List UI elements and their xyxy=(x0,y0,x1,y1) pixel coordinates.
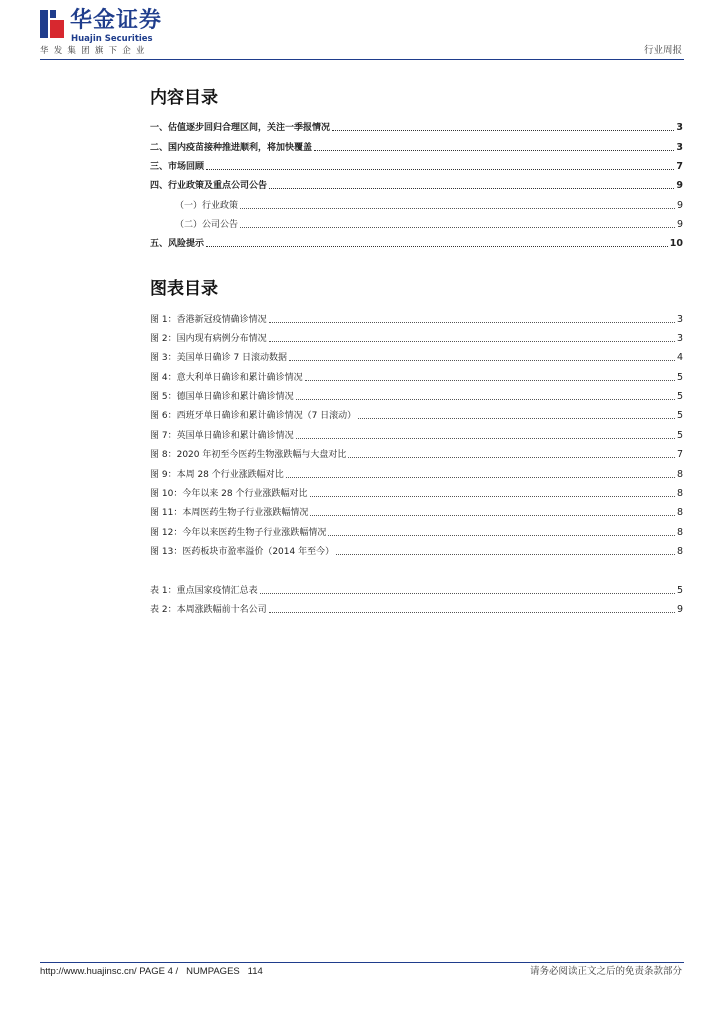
figure-entry[interactable] xyxy=(150,542,683,558)
leader-dots xyxy=(269,321,675,323)
figure-entry[interactable] xyxy=(150,484,683,500)
leader-dots xyxy=(206,168,674,170)
brand-name-en: Huajin Securities xyxy=(71,34,153,44)
leader-dots xyxy=(328,534,675,536)
figure-entry-label: 图 4：意大利单日确诊和累计确诊情况 xyxy=(150,373,303,383)
figure-entry-label: 图 10：今年以来 28 个行业涨跌幅对比 xyxy=(150,489,308,499)
figure-entry-label: 图 3：美国单日确诊 7 日滚动数据 xyxy=(150,353,288,363)
leader-dots xyxy=(348,456,675,458)
leader-dots xyxy=(240,207,675,209)
toc-entry[interactable] xyxy=(150,118,683,134)
figure-entry-page: 8 xyxy=(676,527,683,538)
figure-entry-page: 8 xyxy=(676,469,683,480)
figure-entry[interactable] xyxy=(150,348,683,364)
figure-entry[interactable] xyxy=(150,445,683,461)
figure-entry-label: 图 1：香港新冠疫情确诊情况 xyxy=(150,315,267,325)
toc-entry[interactable] xyxy=(150,234,683,250)
footer-divider xyxy=(40,962,684,963)
figure-entry-page: 4 xyxy=(676,352,683,363)
toc-entry-label: 四、行业政策及重点公司公告 xyxy=(150,181,268,191)
header-divider xyxy=(40,59,684,60)
figure-entry-page: 5 xyxy=(676,410,683,421)
toc-entry-page: 9 xyxy=(676,200,683,211)
figure-entry[interactable] xyxy=(150,503,683,519)
leader-dots xyxy=(336,553,675,555)
figure-entry-label: 图 11：本周医药生物子行业涨跌幅情况 xyxy=(150,508,309,518)
footer-url-page[interactable]: http://www.huajinsc.cn/ PAGE 4 / NUMPAGES 114 xyxy=(40,966,263,977)
toc-entry-label: （二）公司公告 xyxy=(175,220,239,230)
figure-entry[interactable] xyxy=(150,406,683,422)
table-entry-label: 表 2：本周涨跌幅前十名公司 xyxy=(150,605,267,615)
leader-dots xyxy=(206,245,668,247)
leader-dots xyxy=(289,359,675,361)
figures-title: 图表目录 xyxy=(150,279,218,299)
figure-entry-label: 图 12：今年以来医药生物子行业涨跌幅情况 xyxy=(150,528,327,538)
figure-entry[interactable] xyxy=(150,523,683,539)
figure-entry-label: 图 13：医药板块市盈率溢价（2014 年至今） xyxy=(150,547,335,557)
toc-entry-page: 3 xyxy=(676,122,683,133)
table-entry-page: 9 xyxy=(676,604,683,615)
leader-dots xyxy=(269,340,675,342)
leader-dots xyxy=(305,379,675,381)
huajin-logo-icon xyxy=(40,10,64,38)
toc-entry[interactable] xyxy=(150,176,683,192)
leader-dots xyxy=(310,514,675,516)
leader-dots xyxy=(332,129,674,131)
figure-entry-page: 8 xyxy=(676,507,683,518)
figure-entry-page: 7 xyxy=(676,449,683,460)
leader-dots xyxy=(240,226,675,228)
figure-entry[interactable] xyxy=(150,387,683,403)
toc-entry[interactable] xyxy=(150,157,683,173)
contents-title: 内容目录 xyxy=(150,88,218,108)
figure-entry-label: 图 7：英国单日确诊和累计确诊情况 xyxy=(150,431,294,441)
toc-subentry[interactable] xyxy=(175,196,683,212)
leader-dots xyxy=(296,398,675,400)
figure-entry-label: 图 5：德国单日确诊和累计确诊情况 xyxy=(150,392,294,402)
toc-entry-label: 一、估值逐步回归合理区间，关注一季报情况 xyxy=(150,123,331,133)
table-entry[interactable] xyxy=(150,600,683,616)
group-tagline: 华发集团旗下企业 xyxy=(40,46,150,56)
leader-dots xyxy=(314,149,674,151)
toc-entry-label: 五、风险提示 xyxy=(150,239,205,249)
figure-entry-page: 5 xyxy=(676,430,683,441)
leader-dots xyxy=(296,437,675,439)
figure-entry-label: 图 8：2020 年初至今医药生物涨跌幅与大盘对比 xyxy=(150,450,347,460)
toc-entry[interactable] xyxy=(150,138,683,154)
figure-entry-page: 5 xyxy=(676,391,683,402)
toc-entry-label: 三、市场回顾 xyxy=(150,162,205,172)
document-type: 行业周报 xyxy=(643,45,682,56)
figure-entry[interactable] xyxy=(150,310,683,326)
leader-dots xyxy=(286,476,675,478)
toc-subentry[interactable] xyxy=(175,215,683,231)
figure-entry[interactable] xyxy=(150,329,683,345)
table-entry[interactable] xyxy=(150,581,683,597)
figure-entry-page: 5 xyxy=(676,372,683,383)
footer-disclaimer: 请务必阅读正文之后的免责条款部分 xyxy=(529,966,682,977)
figure-entry-page: 8 xyxy=(676,488,683,499)
toc-entry-label: 二、国内疫苗接种推进顺利，将加快覆盖 xyxy=(150,143,313,153)
toc-entry-page: 9 xyxy=(676,180,683,191)
figure-entry[interactable] xyxy=(150,426,683,442)
leader-dots xyxy=(269,611,675,613)
toc-entry-label: （一）行业政策 xyxy=(175,201,239,211)
toc-entry-page: 7 xyxy=(676,161,683,172)
figure-entry[interactable] xyxy=(150,368,683,384)
page-header xyxy=(0,0,724,62)
figure-entry-page: 3 xyxy=(676,314,683,325)
table-entry-page: 5 xyxy=(676,585,683,596)
figure-entry-label: 图 6：西班牙单日确诊和累计确诊情况（7 日滚动） xyxy=(150,411,357,421)
toc-entry-page: 10 xyxy=(669,238,683,249)
leader-dots xyxy=(269,187,674,189)
leader-dots xyxy=(310,495,675,497)
table-entry-label: 表 1：重点国家疫情汇总表 xyxy=(150,586,258,596)
figure-entry-page: 3 xyxy=(676,333,683,344)
figure-entry-label: 图 2：国内现有病例分布情况 xyxy=(150,334,267,344)
leader-dots xyxy=(358,417,675,419)
leader-dots xyxy=(260,592,675,594)
brand-name-cn: 华金证券 xyxy=(70,8,163,33)
toc-entry-page: 9 xyxy=(676,219,683,230)
figure-entry-label: 图 9：本周 28 个行业涨跌幅对比 xyxy=(150,470,284,480)
figure-entry-page: 8 xyxy=(676,546,683,557)
toc-entry-page: 3 xyxy=(676,142,683,153)
figure-entry[interactable] xyxy=(150,465,683,481)
